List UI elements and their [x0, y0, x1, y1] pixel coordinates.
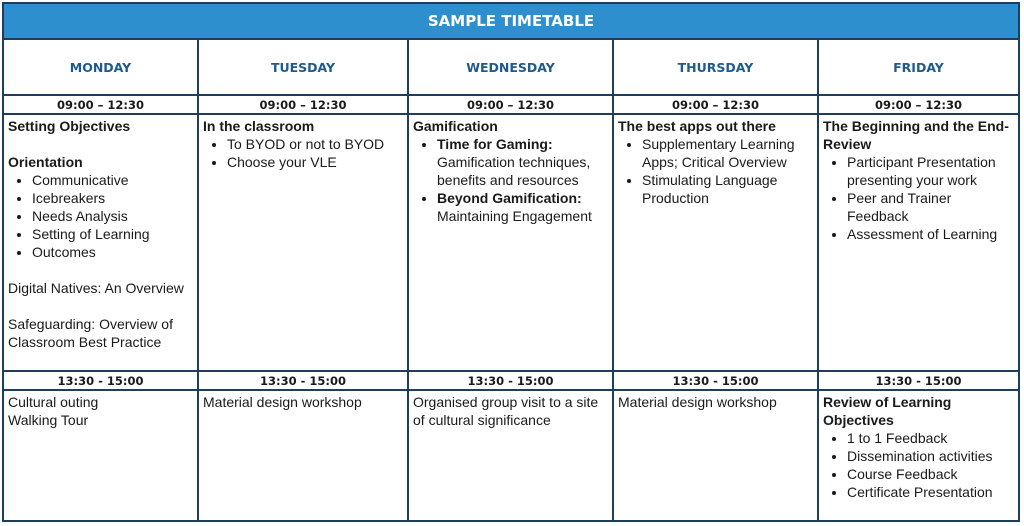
session-list — [823, 153, 1014, 243]
session-text: Material design workshop — [203, 394, 362, 410]
day-header-monday: MONDAY — [4, 40, 199, 94]
session-list — [413, 135, 608, 225]
morning-session-row — [4, 115, 1018, 372]
afternoon-session-row — [4, 391, 1018, 521]
list-item: • Needs Analysis — [32, 207, 193, 225]
session-text: Digital Natives: An Overview — [8, 280, 184, 296]
time-slot: 13:30 - 15:00 — [4, 372, 199, 389]
session-list — [8, 171, 193, 261]
session-text: Safeguarding: Overview of Classroom Best Practice — [8, 316, 173, 350]
time-slot: 13:30 - 15:00 — [875, 373, 962, 388]
list-item: • 1 to 1 Feedback — [847, 429, 1014, 447]
session-text: Walking Tour — [8, 412, 89, 428]
time-slot: 13:30 - 15:00 — [409, 372, 614, 389]
monday-morning — [4, 115, 199, 370]
list-item: • Dissemination activities — [847, 447, 1014, 465]
wednesday-morning — [409, 115, 614, 370]
time-slot: 09:00 – 12:30 — [614, 96, 819, 113]
list-item: • Choose your VLE — [227, 153, 403, 171]
list-item-heading: Beyond Gamification: — [437, 190, 582, 206]
tuesday-morning — [199, 115, 409, 370]
timetable — [2, 2, 1020, 522]
time-slot: 13:30 - 15:00 — [614, 372, 819, 389]
list-item: • Peer and Trainer Feedback — [847, 189, 1014, 225]
session-list — [823, 429, 1014, 501]
session-text: Organised group visit to a site of cultural significance — [413, 394, 599, 428]
morning-time-row — [4, 96, 1018, 115]
afternoon-time-row — [4, 372, 1018, 391]
list-item: • Participant Presentation presenting your work — [847, 153, 1014, 189]
session-list — [203, 135, 403, 171]
time-slot: 09:00 – 12:30 — [199, 96, 409, 113]
session-title: The best apps out there — [618, 118, 776, 134]
list-item: • Stimulating Language Production — [642, 171, 813, 207]
time-slot: 09:00 – 12:30 — [875, 97, 962, 112]
list-item-text: Maintaining Engagement — [437, 208, 592, 224]
friday-afternoon — [819, 391, 1018, 521]
day-header-wednesday: WEDNESDAY — [409, 40, 614, 94]
session-list — [618, 135, 813, 207]
day-header-thursday: THURSDAY — [614, 40, 819, 94]
friday-morning — [819, 115, 1018, 370]
session-title: The Beginning and the End-Review — [823, 118, 1009, 152]
list-item: • Certificate Presentation — [847, 483, 1014, 501]
list-item: • Setting of Learning — [32, 225, 193, 243]
session-text: Material design workshop — [618, 394, 777, 410]
list-item: • To BYOD or not to BYOD — [227, 135, 403, 153]
list-item-heading: Time for Gaming: — [437, 136, 553, 152]
list-item: • Communicative — [32, 171, 193, 189]
tuesday-afternoon — [199, 391, 409, 521]
session-subtitle: Orientation — [8, 154, 83, 170]
session-title: In the classroom — [203, 118, 315, 134]
time-slot: 09:00 – 12:30 — [4, 96, 199, 113]
session-text: Cultural outing — [8, 394, 99, 410]
list-item: • Course Feedback — [847, 465, 1014, 483]
list-item — [437, 189, 608, 225]
list-item — [437, 135, 608, 189]
thursday-afternoon — [614, 391, 819, 521]
thursday-morning — [614, 115, 819, 370]
timetable-title: SAMPLE TIMETABLE — [4, 4, 1018, 40]
list-item-text: Gamification techniques, benefits and resources — [437, 154, 591, 188]
session-title: Review of Learning Objectives — [823, 394, 952, 428]
day-header-row — [4, 40, 1018, 96]
wednesday-afternoon — [409, 391, 614, 521]
list-item: • Assessment of Learning — [847, 225, 1014, 243]
time-slot: 09:00 – 12:30 — [409, 96, 614, 113]
time-slot: 13:30 - 15:00 — [199, 372, 409, 389]
list-item: • Icebreakers — [32, 189, 193, 207]
list-item: • Supplementary Learning Apps; Critical Overview — [642, 135, 813, 171]
day-header-friday: FRIDAY — [893, 59, 944, 75]
session-title: Setting Objectives — [8, 118, 131, 134]
session-title: Gamification — [413, 118, 498, 134]
list-item: • Outcomes — [32, 243, 193, 261]
monday-afternoon — [4, 391, 199, 521]
day-header-tuesday: TUESDAY — [199, 40, 409, 94]
